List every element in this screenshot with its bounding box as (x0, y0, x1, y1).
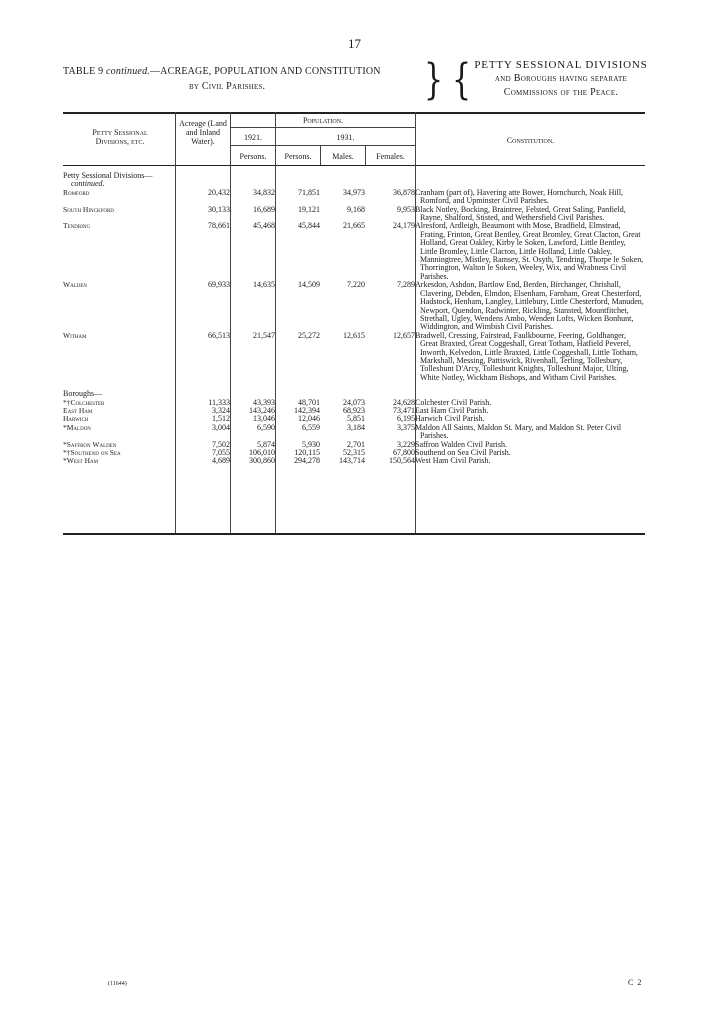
row-constitution (415, 222, 645, 281)
row-persons-1921: 34,832 (253, 187, 275, 197)
row-persons-1931: 6,559 (302, 422, 320, 432)
header-persons-1931: Persons. (284, 152, 312, 161)
print-code: (11644) (108, 981, 127, 987)
row-acreage: 30,133 (208, 204, 230, 214)
row-acreage: 11,333 (208, 397, 230, 407)
row-name (63, 189, 175, 206)
row-constitution (415, 189, 645, 206)
row-acreage: 78,661 (208, 221, 230, 231)
row-persons-1931: 19,121 (298, 204, 320, 214)
row-males: 7,220 (347, 280, 365, 290)
header-acreage: Acreage (Land and Inland Water). (179, 119, 227, 146)
row-constitution (415, 424, 645, 441)
row-females: 9,953 (397, 204, 415, 214)
row-constitution (415, 457, 645, 465)
table-top-rule (63, 112, 645, 114)
row-constitution (415, 281, 645, 331)
table-title (63, 64, 433, 94)
row-acreage: 4,689 (212, 456, 230, 466)
row-name-text: West Ham (66, 456, 99, 466)
row-acreage: 1,512 (212, 414, 230, 424)
population-table (63, 172, 645, 466)
row-constitution-text: West Ham Civil Parish. (415, 456, 491, 466)
header-males: Males. (332, 152, 354, 161)
header-females: Females. (376, 152, 405, 161)
row-females: 12,657 (393, 330, 415, 340)
row-acreage: 20,432 (208, 187, 230, 197)
side-title-line-2: and Boroughs having separate (494, 73, 628, 84)
row-males: 3,184 (347, 422, 365, 432)
row-prefix: * (63, 439, 67, 449)
row-name-text: Witham (63, 330, 87, 340)
row-persons-1921: 21,547 (253, 330, 275, 340)
signature-mark: C 2 (628, 978, 643, 987)
row-name-text: Harwich (63, 414, 89, 424)
row-name-text: Maldon (66, 422, 91, 432)
population-header-rule (230, 127, 415, 128)
section-continued-label: continued. (71, 179, 105, 189)
row-females: 24,628 (393, 397, 415, 407)
row-persons-1931: 14,509 (298, 280, 320, 290)
row-females: 150,564 (389, 456, 415, 466)
row-persons-1931: 71,851 (298, 187, 320, 197)
row-females: 36,878 (393, 187, 415, 197)
title-continued: continued. (106, 66, 150, 77)
row-males: 21,665 (343, 221, 365, 231)
row-prefix: *† (63, 448, 71, 457)
row-name-text: East Ham (63, 405, 93, 415)
table-row (63, 457, 645, 465)
row-name (63, 424, 175, 441)
header-persons-1921: Persons. (239, 152, 267, 161)
row-persons-1921: 5,874 (257, 439, 275, 449)
row-prefix: *† (63, 397, 71, 407)
row-prefix: * (63, 456, 67, 466)
row-persons-1931: 25,272 (298, 330, 320, 340)
row-persons-1921: 16,689 (253, 204, 275, 214)
year-header-rule (230, 145, 415, 146)
row-persons-1931: 294,278 (294, 456, 320, 466)
row-name-text: Walden (63, 280, 88, 290)
row-constitution-text: Arkesdon, Ashdon, Bartlow End, Berden, Birchanger, Chrishall, Clavering, Debden, Elmdon, Elsenham, Farnham, Great Chesterford, Hadstock, Henham, Langley, Littlebury, Little Chesterford, Manuden, Newport, Quendon, Radwinter, Rickling, Stansted, Mountfitchet, Strethall, Ugley, Wendens Ambo, Wenden Lofts, Wicken Bonhunt, Widdington, and Wimbish Civil Parishes. (415, 280, 644, 332)
table-row (63, 206, 645, 223)
row-name (63, 281, 175, 331)
row-prefix: * (63, 422, 67, 432)
table-row (63, 189, 645, 206)
row-persons-1921: 300,860 (249, 456, 275, 466)
row-males: 24,073 (343, 397, 365, 407)
section-boroughs-label: Boroughs— (63, 389, 103, 399)
title-line-2: by Civil Parishes. (189, 81, 266, 92)
row-name (63, 332, 175, 382)
section-row (63, 382, 645, 398)
row-males: 34,973 (343, 187, 365, 197)
row-persons-1931: 12,046 (298, 414, 320, 424)
side-title (466, 58, 656, 100)
row-constitution-text: Southend on Sea Civil Parish. (415, 448, 511, 457)
page-number: 17 (348, 36, 361, 51)
row-persons-1931: 142,394 (294, 405, 320, 415)
table-bottom-rule (63, 533, 645, 535)
table-number: TABLE 9 (63, 66, 104, 77)
row-persons-1921: 14,635 (253, 280, 275, 290)
header-year-1931: 1931. (336, 133, 355, 142)
row-constitution-text: Alresford, Ardleigh, Beaumont with Mose, Bradfield, Elmstead, Frating, Frinton, Great Bentley, Great Bromley, Great Clacton, Great Holland, Great Oakley, Kirby le Soken, Lawford, Little Bentley, Little Bromley, Little Clacton, Little Holland, Little Oakley, Manningtree, Mistley, Ramsey, St. Osyth, Tendring, Thorpe le Soken, Thorrington, Walton le Soken, Weeley, Wix, and Wrabness Civil Parishes. (415, 221, 644, 281)
table-row (63, 222, 645, 281)
row-acreage: 66,513 (208, 330, 230, 340)
row-persons-1921: 6,590 (257, 422, 275, 432)
row-females: 7,289 (397, 280, 415, 290)
row-males: 143,714 (339, 456, 365, 466)
row-males: 9,168 (347, 204, 365, 214)
row-persons-1931: 48,701 (298, 397, 320, 407)
section-heading (63, 172, 645, 189)
side-title-line-1: PETTY SESSIONAL DIVISIONS (474, 59, 648, 71)
row-persons-1921: 106,010 (249, 448, 275, 457)
row-constitution-text: Colchester Civil Parish. (415, 397, 492, 407)
header-population: Population. (302, 116, 344, 125)
petty-rows (63, 189, 645, 382)
row-persons-1921: 143,246 (249, 405, 275, 415)
row-name-text: Colchester (70, 397, 105, 407)
row-females: 3,375 (397, 422, 415, 432)
row-name-text: Saffron Walden (66, 439, 117, 449)
row-constitution-text: East Ham Civil Parish. (415, 405, 489, 415)
row-males: 12,615 (343, 330, 365, 340)
row-name (63, 222, 175, 281)
title-line-1 (63, 64, 433, 79)
borough-rows (63, 399, 645, 466)
table-row (63, 332, 645, 382)
title-main: —ACREAGE, POPULATION AND CONSTITUTION (149, 66, 381, 77)
row-males: 52,315 (343, 448, 365, 457)
row-constitution-text: Saffron Walden Civil Parish. (415, 439, 507, 449)
row-females: 24,179 (393, 221, 415, 231)
row-persons-1931: 45,844 (298, 221, 320, 231)
left-brace-glyph: { (452, 55, 472, 105)
row-acreage: 3,324 (212, 405, 230, 415)
row-persons-1931: 5,930 (302, 439, 320, 449)
table-row (63, 281, 645, 331)
row-persons-1921: 43,393 (253, 397, 275, 407)
row-name-text: Tendring (63, 221, 91, 231)
table-header-rule (63, 165, 645, 166)
row-males: 5,851 (347, 414, 365, 424)
section-petty-label: Petty Sessional Divisions— (63, 171, 153, 180)
right-brace-glyph: } (424, 55, 444, 105)
row-females: 73,471 (393, 405, 415, 415)
row-name-text: South Hinckford (63, 204, 114, 214)
side-title-line-3: Commissions of the Peace. (503, 87, 619, 98)
row-males: 2,701 (347, 439, 365, 449)
row-constitution-text: Black Notley, Bocking, Braintree, Felsted, Great Saling, Panfield, Rayne, Shalford, Stisted, and Wethersfield Civil Parishes. (415, 204, 626, 223)
row-constitution (415, 206, 645, 223)
header-division: Petty Sessional Divisions, etc. (92, 128, 148, 146)
row-persons-1921: 13,046 (253, 414, 275, 424)
row-constitution-text: Harwich Civil Parish. (415, 414, 485, 424)
row-name (63, 457, 175, 465)
row-persons-1921: 45,468 (253, 221, 275, 231)
table-row (63, 424, 645, 441)
row-acreage: 3,004 (212, 422, 230, 432)
row-acreage: 7,502 (212, 439, 230, 449)
row-constitution-text: Maldon All Saints, Maldon St. Mary, and Maldon St. Peter Civil Parishes. (415, 422, 622, 441)
row-acreage: 69,933 (208, 280, 230, 290)
row-name-text: Southend on Sea (70, 448, 121, 457)
header-constitution: Constitution. (506, 136, 555, 145)
row-constitution-text: Cranham (part of), Havering atte Bower, Hornchurch, Noak Hill, Romford, and Upminster Civil Parishes. (415, 187, 624, 206)
row-constitution (415, 332, 645, 382)
row-females: 3,229 (397, 439, 415, 449)
section-row (63, 172, 645, 189)
row-females: 6,195 (397, 414, 415, 424)
header-year-1921: 1921. (244, 133, 262, 142)
row-persons-1931: 120,115 (294, 448, 320, 457)
row-constitution-text: Bradwell, Cressing, Fairstead, Faulkbourne, Feering, Goldhanger, Great Braxted, Great Coggeshall, Great Totham, Hatfield Peverel, Inworth, Kelvedon, Little Braxted, Little Coggeshall, Little Totham, Markshall, Messing, Pattiswick, Rivenhall, Terling, Tollesbury, Tolleshunt D'Arcy, Tolleshunt Knights, Tolleshunt Major, Ulting, White Notley, Wickham Bishops, and Witham Civil Parishes. (415, 330, 638, 382)
row-acreage: 7,055 (212, 448, 230, 457)
row-females: 67,800 (393, 448, 415, 457)
row-name-text: Romford (63, 187, 90, 197)
row-name (63, 206, 175, 223)
row-males: 68,923 (343, 405, 365, 415)
